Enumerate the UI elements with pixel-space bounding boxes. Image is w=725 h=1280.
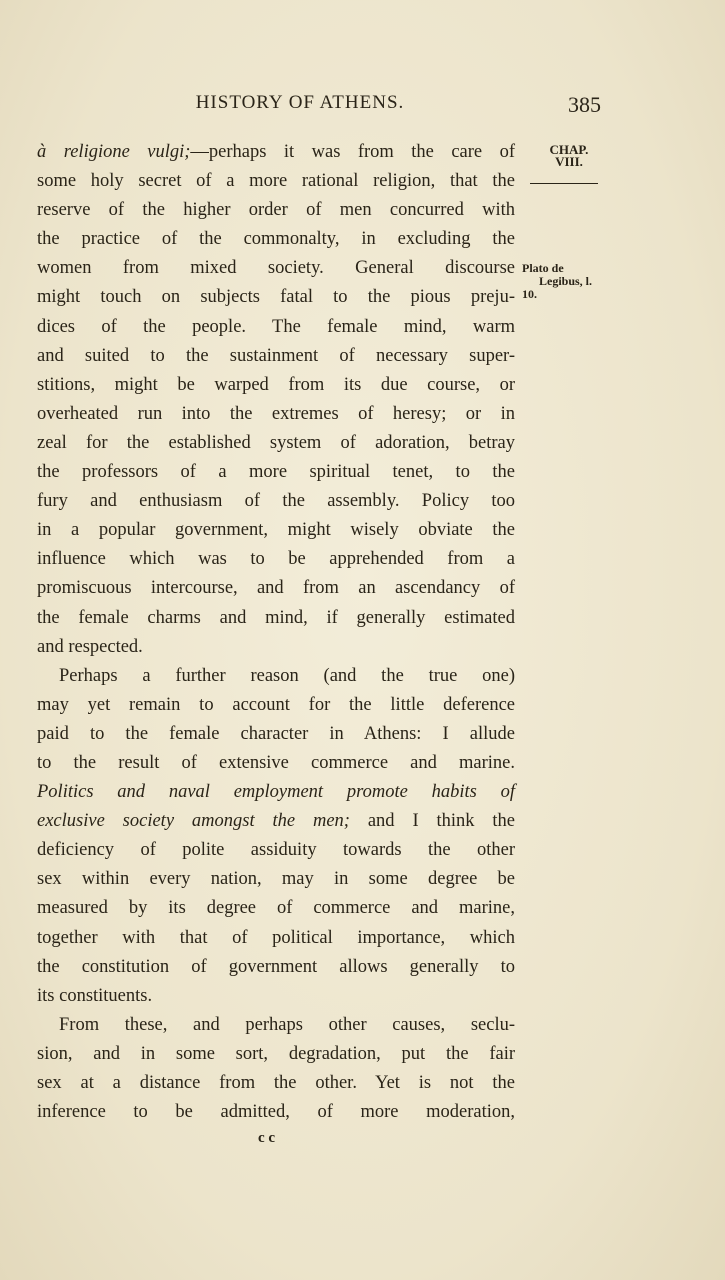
text-line: [37, 138, 515, 167]
line-text: —perhaps it was from the care of: [190, 142, 515, 162]
margin-rule: [530, 183, 598, 184]
text-line: promiscuous intercourse, and from an ascendancy of: [37, 578, 515, 599]
chapter-marker: [540, 144, 598, 168]
text-line: its constituents.: [37, 985, 153, 1006]
text-line: deficiency of polite assiduity towards the other: [37, 840, 515, 861]
citation-line: 10.: [522, 287, 537, 301]
margin-citation: [522, 262, 592, 301]
text-line: fury and enthusiasm of the assembly. Policy too: [37, 491, 515, 512]
text-line: the practice of the commonalty, in excluding the: [37, 229, 515, 250]
text-line: women from mixed society. General discourse: [37, 258, 515, 279]
text-line: Perhaps a further reason (and the true one): [59, 665, 515, 686]
line-text: and I think the: [349, 811, 515, 832]
text-line: influence which was to be apprehended from a: [37, 549, 515, 570]
text-line: may yet remain to account for the little deference: [37, 694, 515, 715]
text-line: might touch on subjects fatal to the pious preju-: [37, 287, 515, 308]
chapter-number: VIII.: [555, 154, 583, 169]
text-line: overheated run into the extremes of heresy; or in: [37, 403, 515, 424]
chapter-label: CHAP.: [549, 142, 589, 157]
text-line: and respected.: [37, 636, 143, 657]
text-line: stitions, might be warped from its due course, or: [37, 374, 515, 395]
text-line: the professors of a more spiritual tenet, to the: [37, 462, 515, 483]
text-line: paid to the female character in Athens: I allude: [37, 723, 515, 744]
text-line: the constitution of government allows generally to: [37, 956, 515, 977]
text-line: sex within every nation, may in some degree be: [37, 869, 515, 890]
text-line: to the result of extensive commerce and marine.: [37, 752, 515, 773]
text-line: and suited to the sustainment of necessary super-: [37, 345, 515, 366]
text-line: dices of the people. The female mind, warm: [37, 316, 515, 337]
text-line: inference to be admitted, of more moderation,: [37, 1102, 515, 1123]
text-line: together with that of political importance, which: [37, 927, 515, 948]
body-text: [37, 138, 515, 1127]
text-line: reserve of the higher order of men concurred with: [37, 200, 515, 221]
italic-line: Politics and naval employment promote habits of: [37, 782, 515, 803]
text-line: From these, and perhaps other causes, seclu-: [59, 1014, 515, 1035]
signature-mark: c c: [258, 1130, 276, 1146]
text-line: some holy secret of a more rational religion, that the: [37, 171, 515, 192]
text-line: measured by its degree of commerce and marine,: [37, 898, 515, 919]
citation-line: Plato de: [522, 261, 564, 275]
text-line: sex at a distance from the other. Yet is not the: [37, 1073, 515, 1093]
page-number: 385: [568, 92, 601, 117]
italic-phrase: exclusive society amongst the men;: [37, 811, 350, 832]
text-line: sion, and in some sort, degradation, put the fair: [37, 1043, 515, 1064]
citation-line: Legibus, l.: [538, 274, 592, 288]
text-line: [37, 807, 515, 836]
running-head: HISTORY OF ATHENS.: [195, 92, 405, 113]
text-line: the female charms and mind, if generally estimated: [37, 607, 515, 628]
text-line: in a popular government, might wisely obviate the: [37, 520, 515, 541]
latin-phrase: à religione vulgi;: [37, 142, 191, 162]
text-line: zeal for the established system of adoration, betray: [37, 432, 515, 453]
